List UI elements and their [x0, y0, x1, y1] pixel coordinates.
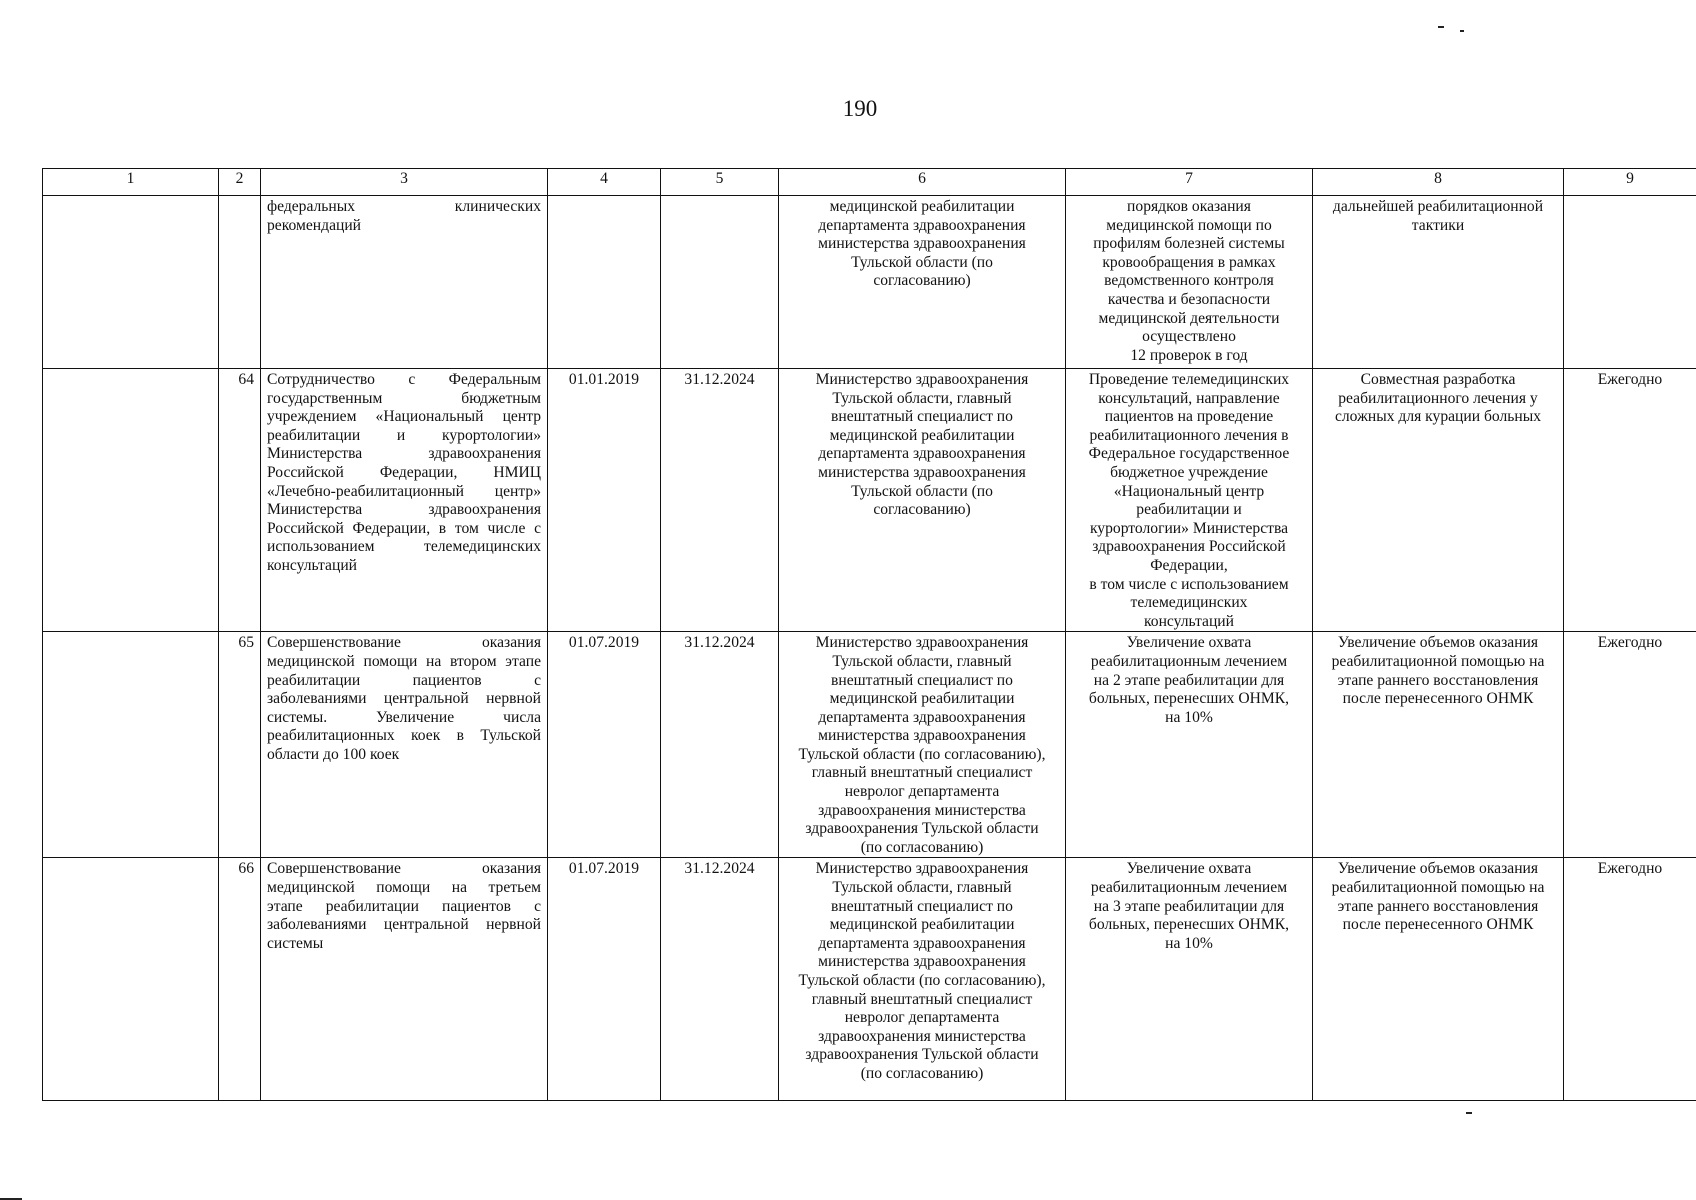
blank-cell — [43, 632, 219, 858]
responsible-line: департамента здравоохранения — [818, 445, 1026, 463]
responsible-line: внештатный специалист по — [831, 897, 1013, 915]
end-date: 31.12.2024 — [661, 369, 779, 632]
indicator — [1313, 858, 1564, 1101]
indicator-line: Увеличение объемов оказания — [1337, 634, 1539, 652]
indicator-line: после перенесенного ОНМК — [1342, 690, 1534, 708]
column-header: 1 — [43, 169, 219, 196]
expected-result-line: Федерации, — [1150, 556, 1228, 574]
measure-name — [261, 369, 548, 632]
measure-name-line: медицинской помощи на третьем — [267, 879, 541, 897]
blank-cell — [43, 196, 219, 369]
measure-name-line: Министерства здравоохранения — [267, 501, 541, 519]
column-header: 3 — [261, 169, 548, 196]
measure-name-line: консультаций — [267, 556, 358, 574]
expected-result-line: «Национальный центр — [1113, 482, 1265, 500]
expected-result-line: на 2 этапе реабилитации для — [1093, 671, 1285, 689]
expected-result — [1066, 858, 1313, 1101]
indicator — [1313, 632, 1564, 858]
column-header: 2 — [219, 169, 261, 196]
table-row — [43, 196, 1696, 369]
measure-name-line: использованием телемедицинских — [267, 538, 541, 556]
indicator — [1313, 196, 1564, 369]
expected-result-line: больных, перенесших ОНМК, — [1088, 916, 1290, 934]
scan-mark — [1438, 26, 1444, 28]
responsible-line: департамента здравоохранения — [818, 216, 1026, 234]
expected-result-line: в том числе с использованием — [1089, 575, 1289, 593]
end-date: 31.12.2024 — [661, 858, 779, 1101]
expected-result-line: медицинской деятельности — [1098, 309, 1280, 327]
measure-name-line: реабилитационных коек в Тульской — [267, 727, 541, 745]
expected-result-line: реабилитационного лечения в — [1089, 426, 1289, 444]
row-number: 64 — [219, 369, 261, 632]
measure-name-line: Совершенствование оказания — [267, 860, 541, 878]
responsible-line: Тульской области (по — [851, 253, 993, 271]
expected-result-line: здравоохранения Российской — [1092, 538, 1286, 556]
row-number: 65 — [219, 632, 261, 858]
measure-name-line: рекомендаций — [267, 216, 362, 234]
expected-result-line: бюджетное учреждение — [1110, 463, 1268, 481]
expected-result-line: консультаций — [1143, 612, 1234, 630]
measure-name — [261, 196, 548, 369]
expected-result-line: на 3 этапе реабилитации для — [1093, 897, 1285, 915]
measure-name-line: Российской Федерации, в том числе с — [267, 519, 541, 537]
expected-result-line: на 10% — [1165, 934, 1213, 952]
responsible-line: (по согласованию) — [860, 1064, 984, 1082]
expected-result-line: больных, перенесших ОНМК, — [1088, 690, 1290, 708]
measure-name — [261, 632, 548, 858]
measures-table — [42, 168, 1696, 1101]
indicator-line: реабилитационного лечения у — [1338, 389, 1538, 407]
expected-result-line: Увеличение охвата — [1126, 860, 1252, 878]
indicator-line: реабилитационной помощью на — [1331, 879, 1545, 897]
column-header: 5 — [661, 169, 779, 196]
responsible-line: министерства здравоохранения — [818, 463, 1026, 481]
expected-result — [1066, 632, 1313, 858]
responsible-line: Тульской области, главный — [832, 389, 1012, 407]
expected-result-line: реабилитационным лечением — [1090, 652, 1288, 670]
column-header: 4 — [548, 169, 661, 196]
measure-name-line: заболеваниями центральной нервной — [267, 690, 541, 708]
indicator-line: этапе раннего восстановления — [1337, 671, 1539, 689]
responsible-line: Тульской области, главный — [832, 652, 1012, 670]
measure-name-line: системы. Увеличение числа — [267, 708, 541, 726]
table-row — [43, 369, 1696, 632]
expected-result-line: реабилитации и — [1136, 501, 1242, 519]
measure-name-line: Сотрудничество с Федеральным — [267, 371, 541, 388]
table-row — [43, 632, 1696, 858]
scan-mark — [1460, 30, 1464, 32]
expected-result-line: Увеличение охвата — [1126, 634, 1252, 652]
expected-result-line: кровообращения в рамках — [1102, 253, 1276, 271]
expected-result-line: курортологии» Министерства — [1089, 519, 1289, 537]
expected-result — [1066, 196, 1313, 369]
measure-name-line: «Лечебно-реабилитационный центр» — [267, 482, 541, 500]
responsible-line: главный внештатный специалист — [811, 990, 1033, 1008]
responsible-line: медицинской реабилитации — [829, 426, 1015, 444]
expected-result-line: телемедицинских — [1130, 594, 1248, 612]
expected-result-line: на 10% — [1165, 708, 1213, 726]
responsible-line: главный внештатный специалист — [811, 764, 1033, 782]
responsible-line: министерства здравоохранения — [818, 727, 1026, 745]
column-header: 7 — [1066, 169, 1313, 196]
responsible-line: внештатный специалист по — [831, 408, 1013, 426]
start-date — [548, 196, 661, 369]
end-date: 31.12.2024 — [661, 632, 779, 858]
responsible-line: департамента здравоохранения — [818, 708, 1026, 726]
measure-name-line: учреждением «Национальный центр — [267, 408, 541, 426]
start-date: 01.01.2019 — [548, 369, 661, 632]
column-header: 8 — [1313, 169, 1564, 196]
column-header: 6 — [779, 169, 1066, 196]
expected-result-line: Федеральное государственное — [1088, 445, 1290, 463]
expected-result-line: реабилитационным лечением — [1090, 879, 1288, 897]
start-date: 01.07.2019 — [548, 632, 661, 858]
indicator-line: сложных для курации больных — [1334, 408, 1542, 426]
expected-result-line: профилям болезней системы — [1093, 235, 1285, 253]
blank-cell — [43, 369, 219, 632]
expected-result-line: порядков оказания — [1127, 198, 1251, 215]
responsible-line: согласованию) — [873, 501, 971, 519]
blank-cell — [43, 858, 219, 1101]
indicator-line: дальнейшей реабилитационной — [1332, 198, 1544, 215]
column-header: 9 — [1564, 169, 1696, 196]
measure-name-line: реабилитации и курортологии» — [267, 426, 541, 444]
responsible-line: внештатный специалист по — [831, 671, 1013, 689]
measure-name-line: медицинской помощи на втором этапе — [267, 652, 541, 670]
responsible-line: Тульской области (по согласованию), — [798, 972, 1046, 989]
indicator-line: после перенесенного ОНМК — [1342, 916, 1534, 934]
periodicity: Ежегодно — [1564, 858, 1696, 1101]
measure-name-line: федеральных клинических — [267, 198, 541, 215]
responsible-line: (по согласованию) — [860, 838, 984, 856]
indicator — [1313, 369, 1564, 632]
responsible-line: медицинской реабилитации — [829, 198, 1015, 215]
expected-result-line: качества и безопасности — [1107, 290, 1271, 308]
responsible — [779, 858, 1066, 1101]
measure-name-line: системы — [267, 934, 324, 952]
responsible-line: Министерство здравоохранения — [815, 634, 1029, 652]
responsible-line: здравоохранения Тульской области — [805, 1046, 1039, 1064]
indicator-line: Увеличение объемов оказания — [1337, 860, 1539, 878]
responsible-line: здравоохранения министерства — [818, 801, 1026, 819]
responsible-line: Тульской области, главный — [832, 879, 1012, 897]
responsible-line: Министерство здравоохранения — [815, 371, 1029, 388]
expected-result-line: консультаций, направление — [1098, 389, 1280, 407]
page-number: 190 — [842, 96, 878, 121]
indicator-line: тактики — [1411, 216, 1465, 234]
indicator-line: этапе раннего восстановления — [1337, 897, 1539, 915]
measure-name-line: Российской Федерации, НМИЦ — [267, 463, 541, 481]
responsible-line: медицинской реабилитации — [829, 690, 1015, 708]
responsible-line: департамента здравоохранения — [818, 934, 1026, 952]
expected-result-line: медицинской помощи по — [1106, 216, 1272, 234]
expected-result-line: Проведение телемедицинских — [1088, 371, 1290, 388]
responsible-line: министерства здравоохранения — [818, 235, 1026, 253]
table-row — [43, 858, 1696, 1101]
periodicity: Ежегодно — [1564, 632, 1696, 858]
responsible-line: здравоохранения министерства — [818, 1027, 1026, 1045]
measure-name-line: этапе реабилитации пациентов с — [267, 897, 541, 915]
expected-result-line: 12 проверок в год — [1130, 346, 1248, 364]
measure-name-line: области до 100 коек — [267, 745, 400, 763]
row-number — [219, 196, 261, 369]
measure-name-line: Совершенствование оказания — [267, 634, 541, 652]
responsible-line: невролог департамента — [844, 1009, 1000, 1027]
responsible-line: невролог департамента — [844, 783, 1000, 801]
indicator-line: Совместная разработка — [1360, 371, 1516, 388]
measure-name-line: государственным бюджетным — [267, 389, 541, 407]
responsible-line: согласованию) — [873, 272, 971, 290]
periodicity — [1564, 196, 1696, 369]
responsible-line: здравоохранения Тульской области — [805, 820, 1039, 838]
end-date — [661, 196, 779, 369]
responsible-line: министерства здравоохранения — [818, 953, 1026, 971]
measure-name-line: заболеваниями центральной нервной — [267, 916, 541, 934]
responsible-line: Тульской области (по согласованию), — [798, 745, 1046, 763]
row-number: 66 — [219, 858, 261, 1101]
measure-name — [261, 858, 548, 1101]
header-row — [43, 169, 1696, 196]
measure-name-line: Министерства здравоохранения — [267, 445, 541, 463]
responsible-line: Министерство здравоохранения — [815, 860, 1029, 878]
indicator-line: реабилитационной помощью на — [1331, 652, 1545, 670]
measure-name-line: реабилитации пациентов с — [267, 671, 541, 689]
scan-mark — [1466, 1112, 1472, 1114]
responsible — [779, 632, 1066, 858]
responsible-line: медицинской реабилитации — [829, 916, 1015, 934]
responsible-line: Тульской области (по — [851, 482, 993, 500]
periodicity: Ежегодно — [1564, 369, 1696, 632]
expected-result-line: осуществлено — [1142, 328, 1236, 346]
expected-result — [1066, 369, 1313, 632]
expected-result-line: ведомственного контроля — [1104, 272, 1274, 290]
responsible — [779, 369, 1066, 632]
start-date: 01.07.2019 — [548, 858, 661, 1101]
responsible — [779, 196, 1066, 369]
expected-result-line: пациентов на проведение — [1104, 408, 1274, 426]
